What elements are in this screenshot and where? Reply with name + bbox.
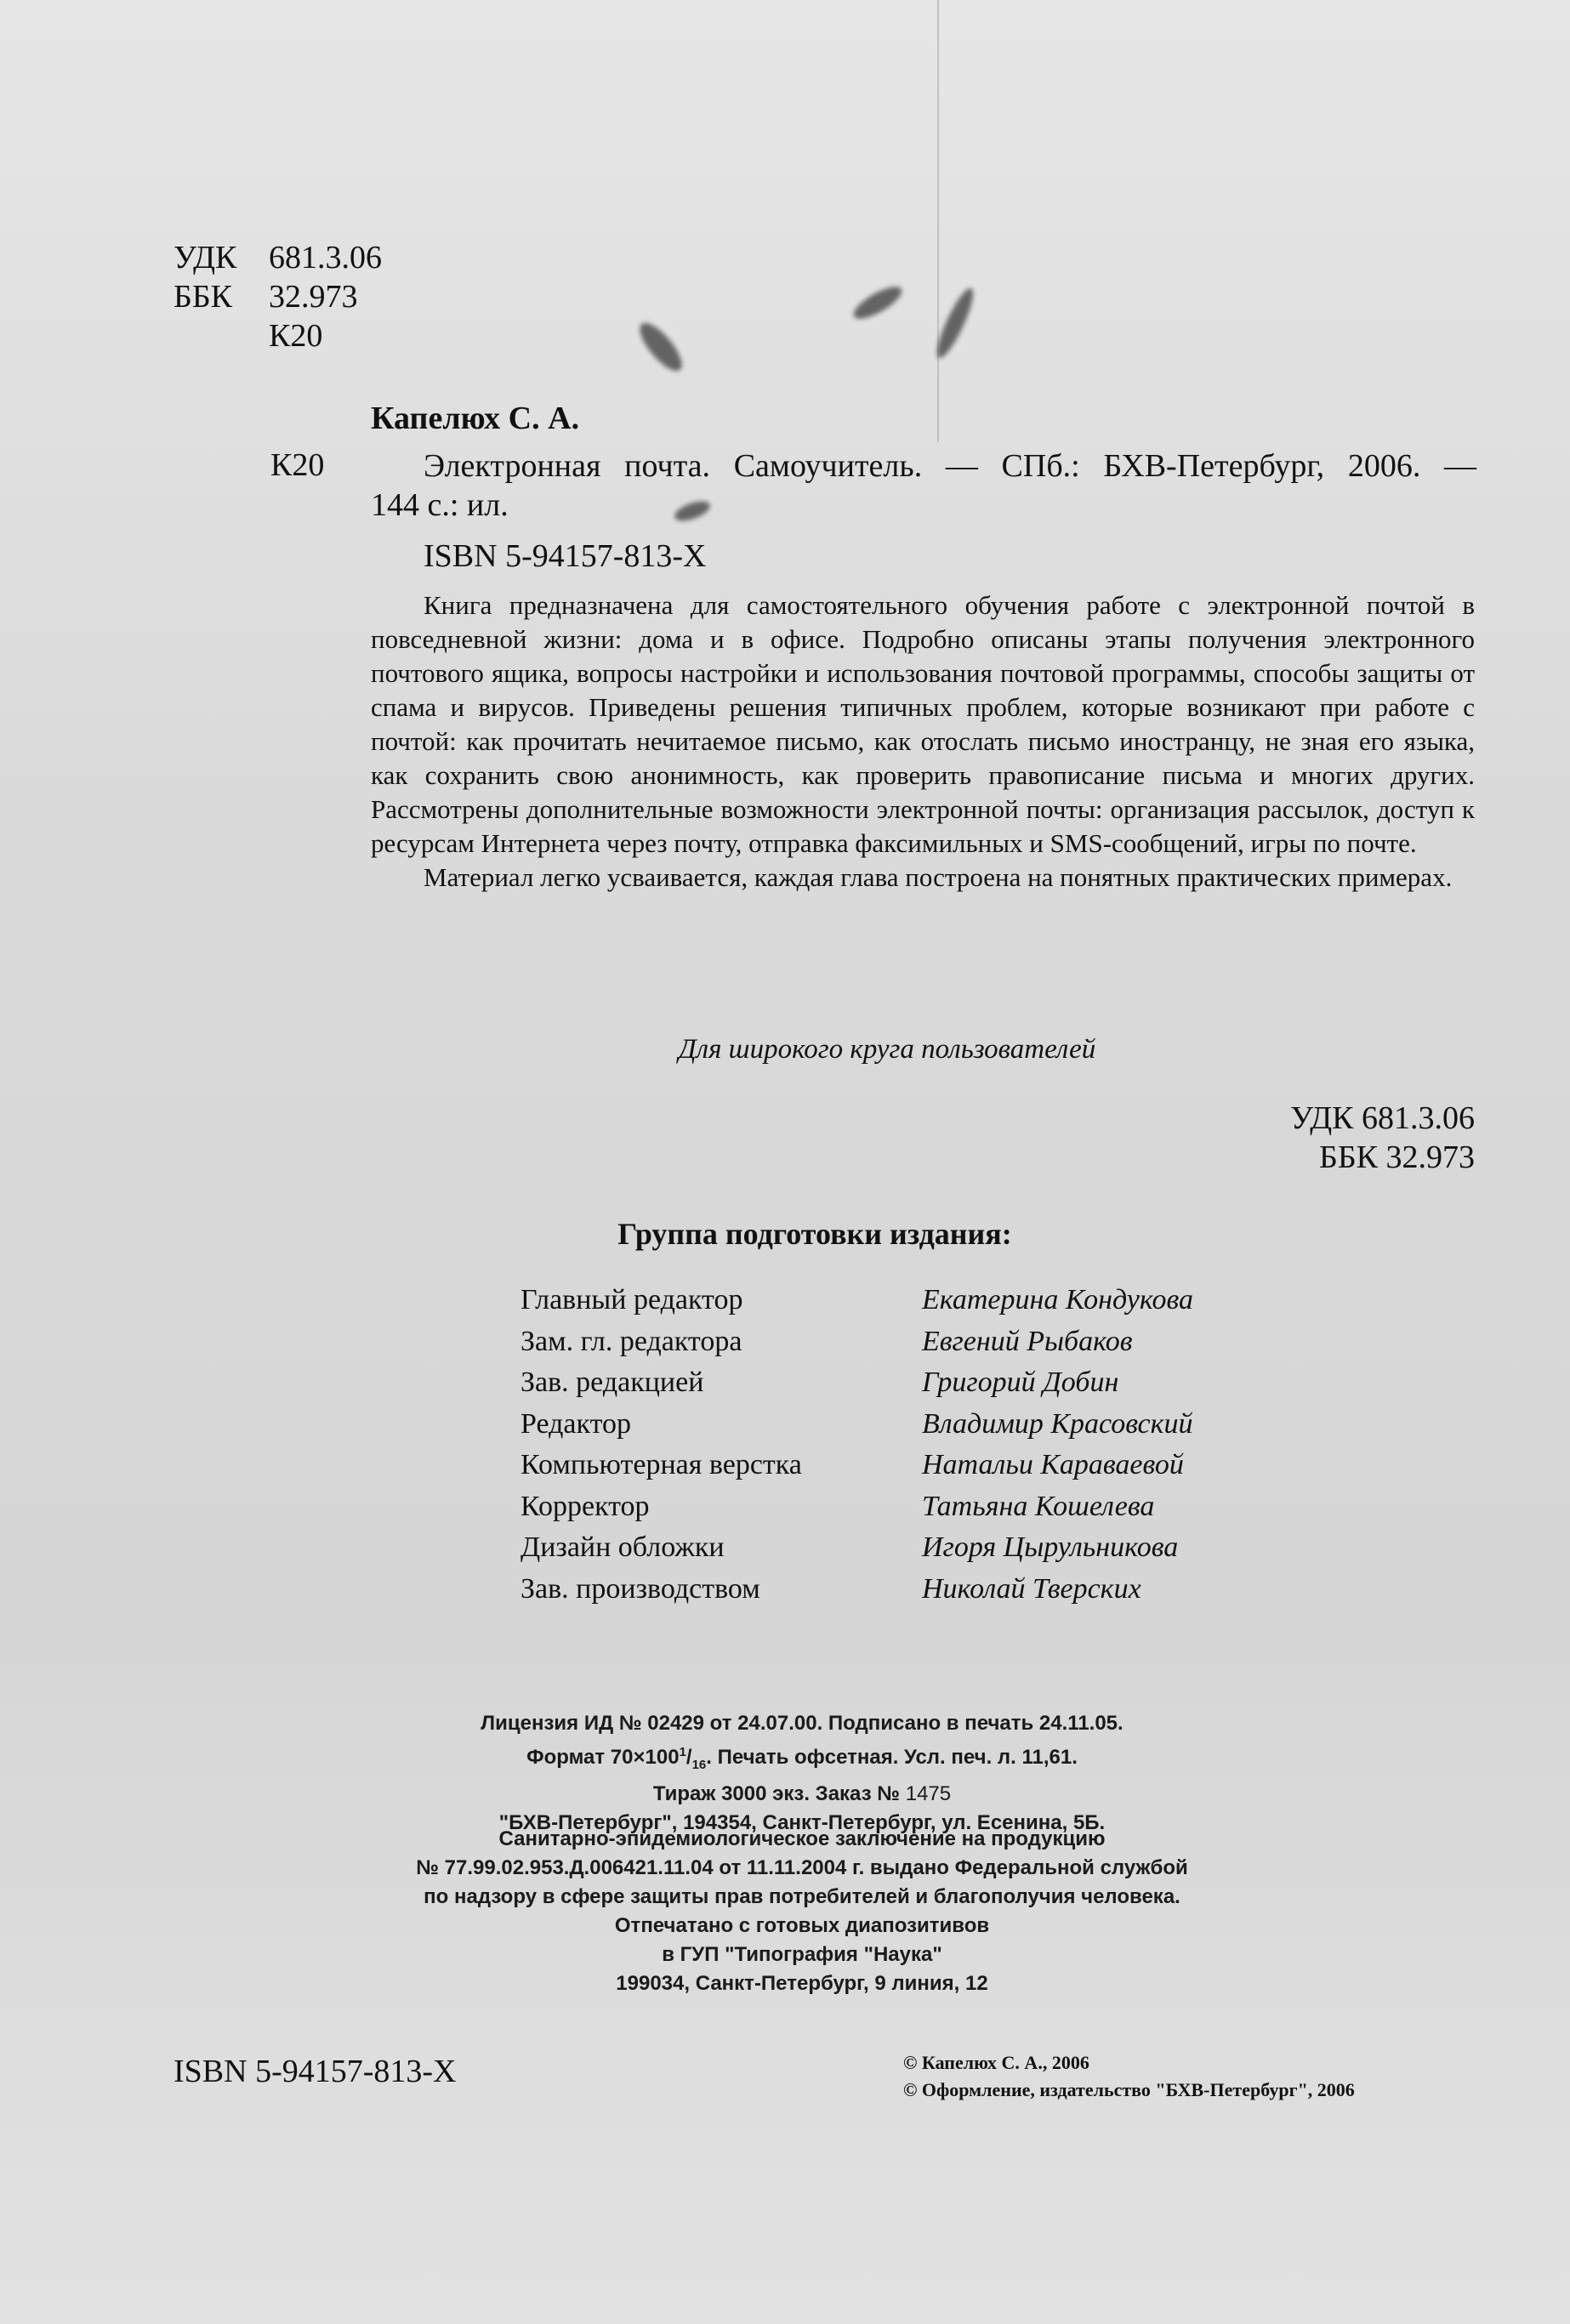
printer-address: 199034, Санкт-Петербург, 9 линия, 12 [616,1972,988,1995]
team-member-name: Евгений Рыбаков [922,1325,1133,1357]
team-row [520,1486,1193,1528]
team-role: Корректор [520,1490,650,1522]
author-mark-code: К20 [270,447,325,483]
author-mark-row [173,316,382,355]
team-member-name: Владимир Красовский [922,1407,1193,1440]
udk-label: УДК [173,240,237,276]
printer-line: в ГУП "Типография "Наука" [662,1943,942,1966]
team-row [520,1362,1193,1404]
team-member-name: Натальи Караваевой [922,1449,1184,1480]
team-row [520,1445,1193,1486]
bbk-code: ББК 32.973 [1319,1139,1475,1175]
imprint-printer-block [0,1912,1570,1998]
team-title: Группа подготовки издания: [617,1217,1012,1251]
format-details: . Печать офсетная. Усл. печ. л. 11,61. [706,1746,1078,1769]
bbk-value: 32.973 [269,279,358,315]
isbn-entry: ISBN 5-94157-813-Х [424,538,707,574]
classification-codes [173,238,382,355]
team-role: Зав. производством [520,1572,760,1605]
team-role: Зав. редакцией [520,1367,704,1398]
bibliographic-entry [371,446,1476,525]
udk-row [173,238,382,277]
team-row [520,1280,1193,1321]
bbk-row [173,277,382,316]
format-denominator: 16 [691,1757,707,1772]
imprint-sanitary-block [0,1825,1570,1912]
udk-value: 681.3.06 [269,240,382,276]
team-row [520,1404,1193,1446]
sanitary-line: № 77.99.02.953.Д.006421.11.04 от 11.11.2004 г. выдано Федеральной службой [416,1856,1188,1879]
team-row [520,1527,1193,1569]
team-member-name: Николай Тверских [922,1572,1141,1605]
printer-line: Отпечатано с готовых диапозитивов [614,1914,990,1937]
copyright-line: © Капелюх С. А., 2006 [903,2052,1089,2073]
license-line: Лицензия ИД № 02429 от 24.07.00. Подписано в печать 24.11.05. [481,1712,1123,1735]
sanitary-line: по надзору в сфере защиты прав потребителей и благополучия человека. [424,1885,1180,1908]
author-name: Капелюх С. А. [371,401,580,436]
format-line: Формат $70\times 100^1/_{16}$. Печать офсетная. Усл. печ. л. 11,61. [526,1745,1078,1772]
ink-smudge [634,317,689,377]
annotation [371,588,1475,895]
target-audience: Для широкого круга пользователей [678,1034,1096,1065]
format-text: Формат 70×100 [526,1746,680,1769]
team-role: Редактор [520,1407,631,1440]
team-list [520,1280,1193,1610]
team-member-name: Григорий Добин [922,1367,1119,1398]
team-member-name: Игоря Цырульникова [922,1531,1179,1563]
team-row [520,1569,1193,1611]
run-label: Тираж 3000 экз. Заказ № [652,1781,906,1805]
author-mark-value: К20 [269,318,323,354]
biblio-title-line: Электронная почта. Самоучитель. — СПб.: БХВ-Петербург, 2006. — [424,448,1476,484]
team-role: Дизайн обложки [520,1531,725,1563]
publisher-address: "БХВ-Петербург", 194354, Санкт-Петербург, ул. Есенина, 5Б. [498,1810,1106,1834]
team-member-name: Татьяна Кошелева [922,1490,1155,1522]
imprint-license-block [0,1709,1570,1838]
order-number: 1475 [905,1781,952,1805]
team-role: Главный редактор [520,1284,743,1315]
annotation-paragraph: Материал легко усваивается, каждая глава построена на понятных практических примерах. [424,862,1453,892]
sanitary-line: Санитарно-эпидемиологическое заключение на продукцию [498,1827,1106,1850]
udk-code: УДК 681.3.06 [1290,1100,1475,1136]
author-mark-label [173,316,269,355]
annotation-paragraph: Книга предназначена для самостоятельного обучения работе с электронной почтой в повседневной жизни: дома и в офисе. Подробно описаны этапы получения электронного почтового ящика, вопросы настройки и использования почтовой программы, способы защиты от спама и вирусов. Приведены решения типичных проблем, которые возникают при работе с почтой: как прочитать нечитаемое письмо, как отослать письмо иностранцу, не зная его языка, как сохранить свою анонимность, как проверить правописание письма и многих других. Рассмотрены дополнительные возможности электронной почты: организация рассылок, доступ к ресурсам Интернета через почту, отправка факсимильных и SMS-сообщений, игры по почте. [371,590,1475,858]
copyright-block [903,2049,1355,2104]
team-member-name: Екатерина Кондукова [922,1284,1193,1315]
bbk-label: ББК [173,279,232,315]
run-line [34,1780,1570,1809]
team-role: Зам. гл. редактора [520,1325,742,1357]
format-numerator: 1 [679,1745,686,1759]
page-crease [937,0,939,442]
team-row [520,1321,1193,1363]
ink-smudge [850,281,906,324]
classification-codes-right [1290,1099,1475,1177]
isbn-bottom: ISBN 5-94157-813-Х [173,2054,457,2089]
team-role: Компьютерная верстка [520,1449,802,1480]
biblio-pages-line: 144 с.: ил. [371,487,509,523]
copyright-line: © Оформление, издательство "БХВ-Петербург", 2006 [903,2079,1355,2100]
